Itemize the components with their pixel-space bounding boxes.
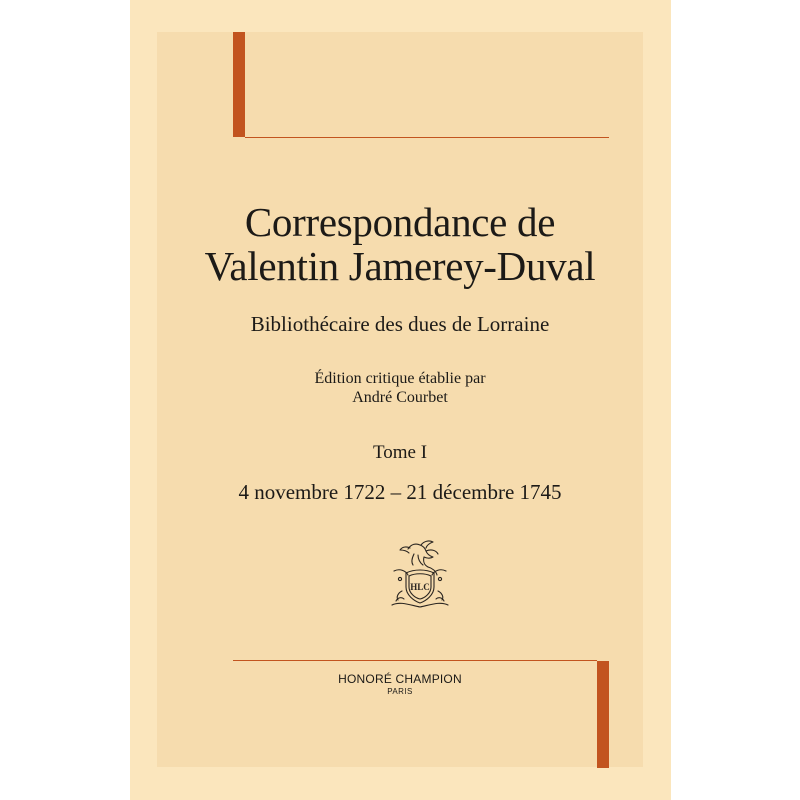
title-line-1: Correspondance de [244, 199, 556, 245]
bottom-accent-rule [233, 660, 597, 661]
date-range: 4 novembre 1722 – 21 décembre 1745 [238, 480, 562, 504]
edition-note: Édition critique établie par [314, 370, 486, 387]
subtitle: Bibliothécaire des dues de Lorraine [250, 312, 550, 336]
top-accent-rule [245, 137, 609, 138]
pegasus-shield-emblem-icon [380, 535, 460, 615]
publisher-city: PARIS [387, 687, 413, 696]
volume-label: Tome I [372, 442, 428, 463]
top-accent-bar [233, 32, 245, 137]
publisher-name: HONORÉ CHAMPION [338, 672, 462, 686]
title-line-2: Valentin Jamerey-Duval [204, 243, 596, 289]
editor-name: André Courbet [352, 389, 448, 406]
emblem-monogram: HLC [410, 582, 430, 592]
